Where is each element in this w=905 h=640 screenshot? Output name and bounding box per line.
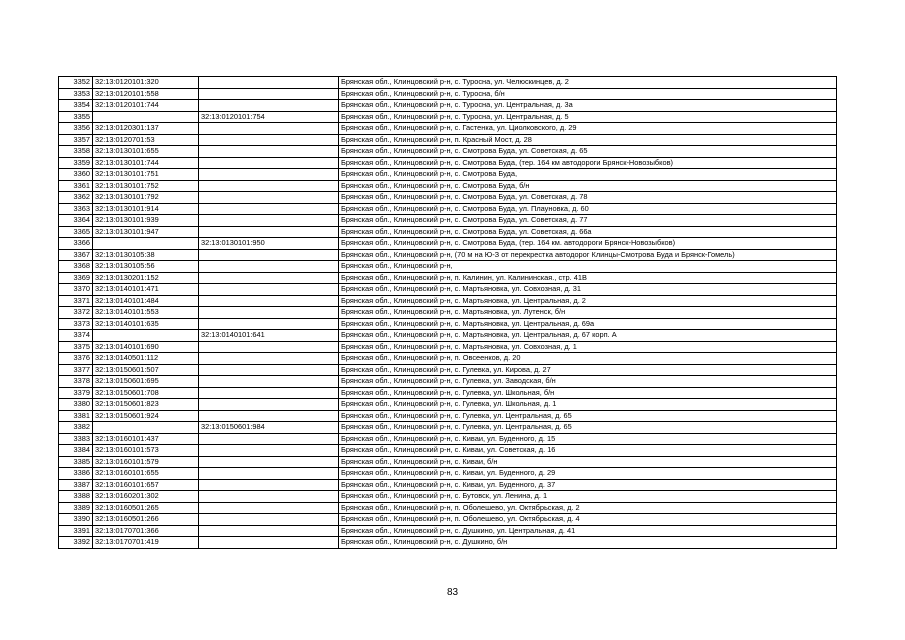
cadastral-number-alt-cell [199,307,339,319]
address-cell: Брянская обл., Клинцовский р-н, с. Мартьяновка, ул. Совхозная, д. 1 [339,341,837,353]
address-cell: Брянская обл., Клинцовский р-н, с. Смотрова Буда, (тер. 164 км. автодороги Брянск-Новозыбков) [339,238,837,250]
address-cell: Брянская обл., Клинцовский р-н, с. Киваи, б/н [339,456,837,468]
row-number-cell: 3387 [59,479,93,491]
table-row [59,295,837,307]
address-cell: Брянская обл., Клинцовский р-н, с. Киваи, ул. Буденного, д. 37 [339,479,837,491]
address-cell: Брянская обл., Клинцовский р-н, с. Гулевка, ул. Школьная, б/н [339,387,837,399]
cadastral-number-cell: 32:13:0150601:695 [93,376,199,388]
cadastral-number-alt-cell [199,180,339,192]
table-row [59,445,837,457]
address-cell: Брянская обл., Клинцовский р-н, п. Калинин, ул. Калининская., стр. 41В [339,272,837,284]
address-cell: Брянская обл., Клинцовский р-н, (70 м на Ю-З от перекрестка автодорог Клинцы-Смотрова Буда и Брянск-Гомель) [339,249,837,261]
cadastral-number-alt-cell [199,399,339,411]
address-cell: Брянская обл., Клинцовский р-н, с. Мартьяновка, ул. Центральная, д. 67 корп. А [339,330,837,342]
table-row [59,215,837,227]
row-number-cell: 3390 [59,514,93,526]
cadastral-number-cell: 32:13:0130101:914 [93,203,199,215]
table-row [59,100,837,112]
row-number-cell: 3360 [59,169,93,181]
cadastral-number-cell: 32:13:0130101:792 [93,192,199,204]
cadastral-number-cell: 32:13:0130101:751 [93,169,199,181]
address-cell: Брянская обл., Клинцовский р-н, с. Гулевка, ул. Центральная, д. 65 [339,422,837,434]
row-number-cell: 3362 [59,192,93,204]
table-row [59,514,837,526]
address-cell: Брянская обл., Клинцовский р-н, с. Смотрова Буда, (тер. 164 км автодороги Брянск-Новозыбков) [339,157,837,169]
address-cell: Брянская обл., Клинцовский р-н, с. Смотрова Буда, ул. Плауновка, д. 60 [339,203,837,215]
row-number-cell: 3381 [59,410,93,422]
cadastral-number-alt-cell [199,215,339,227]
cadastral-number-alt-cell [199,479,339,491]
row-number-cell: 3359 [59,157,93,169]
address-cell: Брянская обл., Клинцовский р-н, с. Мартьяновка, ул. Совхозная, д. 31 [339,284,837,296]
cadastral-number-cell [93,422,199,434]
property-register-body [59,77,837,549]
row-number-cell: 3378 [59,376,93,388]
row-number-cell: 3379 [59,387,93,399]
row-number-cell: 3363 [59,203,93,215]
table-row [59,88,837,100]
table-row [59,353,837,365]
cadastral-number-cell: 32:13:0130105:38 [93,249,199,261]
table-row [59,111,837,123]
cadastral-number-cell: 32:13:0150601:823 [93,399,199,411]
cadastral-number-cell: 32:13:0130101:655 [93,146,199,158]
table-row [59,318,837,330]
table-row [59,307,837,319]
address-cell: Брянская обл., Клинцовский р-н, с. Смотрова Буда, [339,169,837,181]
cadastral-number-alt-cell [199,468,339,480]
cadastral-number-alt-cell [199,284,339,296]
row-number-cell: 3377 [59,364,93,376]
cadastral-number-cell [93,111,199,123]
cadastral-number-alt-cell [199,226,339,238]
cadastral-number-alt-cell [199,192,339,204]
table-row [59,77,837,89]
row-number-cell: 3388 [59,491,93,503]
address-cell: Брянская обл., Клинцовский р-н, п. Оболешево, ул. Октябрьская, д. 2 [339,502,837,514]
table-row [59,249,837,261]
address-cell: Брянская обл., Клинцовский р-н, п. Овсеенков, д. 20 [339,353,837,365]
address-cell: Брянская обл., Клинцовский р-н, с. Туросна, ул. Центральная, д. 5 [339,111,837,123]
cadastral-number-alt-cell: 32:13:0120101:754 [199,111,339,123]
address-cell: Брянская обл., Клинцовский р-н, с. Мартьяновка, ул. Лутенск, б/н [339,307,837,319]
cadastral-number-alt-cell [199,433,339,445]
table-row [59,341,837,353]
table-row [59,525,837,537]
table-row [59,238,837,250]
table-row [59,226,837,238]
table-row [59,433,837,445]
cadastral-number-cell: 32:13:0130101:947 [93,226,199,238]
table-row [59,479,837,491]
cadastral-number-alt-cell [199,376,339,388]
cadastral-number-cell: 32:13:0130201:152 [93,272,199,284]
cadastral-number-alt-cell [199,146,339,158]
cadastral-number-alt-cell [199,445,339,457]
address-cell: Брянская обл., Клинцовский р-н, с. Гастенка, ул. Циолковского, д. 29 [339,123,837,135]
table-row [59,387,837,399]
table-row [59,123,837,135]
cadastral-number-alt-cell [199,537,339,549]
cadastral-number-cell: 32:13:0170701:366 [93,525,199,537]
page-number: 83 [446,587,459,598]
row-number-cell: 3372 [59,307,93,319]
cadastral-number-alt-cell [199,169,339,181]
address-cell: Брянская обл., Клинцовский р-н, с. Бутовск, ул. Ленина, д. 1 [339,491,837,503]
address-cell: Брянская обл., Клинцовский р-н, с. Душкино, б/н [339,537,837,549]
cadastral-number-cell: 32:13:0130105:56 [93,261,199,273]
cadastral-number-alt-cell [199,525,339,537]
cadastral-number-alt-cell [199,514,339,526]
address-cell: Брянская обл., Клинцовский р-н, с. Смотрова Буда, ул. Советская, д. 65 [339,146,837,158]
cadastral-number-cell: 32:13:0140501:112 [93,353,199,365]
cadastral-number-cell: 32:13:0120301:137 [93,123,199,135]
cadastral-number-alt-cell [199,295,339,307]
row-number-cell: 3369 [59,272,93,284]
table-row [59,146,837,158]
row-number-cell: 3383 [59,433,93,445]
row-number-cell: 3365 [59,226,93,238]
cadastral-number-alt-cell: 32:13:0130101:950 [199,238,339,250]
cadastral-number-alt-cell [199,77,339,89]
row-number-cell: 3357 [59,134,93,146]
table-row [59,376,837,388]
address-cell: Брянская обл., Клинцовский р-н, с. Мартьяновка, ул. Центральная, д. 2 [339,295,837,307]
row-number-cell: 3361 [59,180,93,192]
table-row [59,456,837,468]
table-row [59,410,837,422]
address-cell: Брянская обл., Клинцовский р-н, с. Смотрова Буда, б/н [339,180,837,192]
cadastral-number-alt-cell [199,123,339,135]
cadastral-number-cell [93,238,199,250]
row-number-cell: 3389 [59,502,93,514]
row-number-cell: 3354 [59,100,93,112]
cadastral-number-alt-cell [199,249,339,261]
table-row [59,468,837,480]
address-cell: Брянская обл., Клинцовский р-н, с. Смотрова Буда, ул. Советская, д. 78 [339,192,837,204]
row-number-cell: 3356 [59,123,93,135]
cadastral-number-alt-cell [199,410,339,422]
cadastral-number-cell: 32:13:0160101:655 [93,468,199,480]
row-number-cell: 3352 [59,77,93,89]
table-row [59,330,837,342]
cadastral-number-cell: 32:13:0140101:635 [93,318,199,330]
cadastral-number-cell: 32:13:0160101:437 [93,433,199,445]
cadastral-number-cell: 32:13:0140101:553 [93,307,199,319]
cadastral-number-alt-cell [199,272,339,284]
table-row [59,180,837,192]
row-number-cell: 3355 [59,111,93,123]
cadastral-number-cell: 32:13:0160201:302 [93,491,199,503]
address-cell: Брянская обл., Клинцовский р-н, с. Туросна, б/н [339,88,837,100]
address-cell: Брянская обл., Клинцовский р-н, с. Мартьяновка, ул. Центральная, д. 69а [339,318,837,330]
table-row [59,169,837,181]
row-number-cell: 3374 [59,330,93,342]
table-row [59,502,837,514]
cadastral-number-cell: 32:13:0120101:558 [93,88,199,100]
cadastral-number-cell: 32:13:0120701:53 [93,134,199,146]
cadastral-number-cell: 32:13:0150601:708 [93,387,199,399]
table-row [59,491,837,503]
address-cell: Брянская обл., Клинцовский р-н, с. Туросна, ул. Челюскинцев, д. 2 [339,77,837,89]
table-row [59,399,837,411]
address-cell: Брянская обл., Клинцовский р-н, п. Красный Мост, д. 28 [339,134,837,146]
cadastral-number-alt-cell [199,157,339,169]
table-row [59,157,837,169]
cadastral-number-alt-cell [199,491,339,503]
row-number-cell: 3384 [59,445,93,457]
cadastral-number-alt-cell [199,203,339,215]
address-cell: Брянская обл., Клинцовский р-н, с. Смотрова Буда, ул. Советская, д. 66а [339,226,837,238]
cadastral-number-cell: 32:13:0120101:744 [93,100,199,112]
cadastral-number-alt-cell: 32:13:0150601:984 [199,422,339,434]
address-cell: Брянская обл., Клинцовский р-н, [339,261,837,273]
cadastral-number-cell: 32:13:0140101:471 [93,284,199,296]
table-row [59,261,837,273]
row-number-cell: 3376 [59,353,93,365]
address-cell: Брянская обл., Клинцовский р-н, с. Душкино, ул. Центральная, д. 41 [339,525,837,537]
address-cell: Брянская обл., Клинцовский р-н, с. Гулевка, ул. Заводская, б/н [339,376,837,388]
cadastral-number-cell: 32:13:0160101:573 [93,445,199,457]
cadastral-number-cell: 32:13:0160101:657 [93,479,199,491]
row-number-cell: 3385 [59,456,93,468]
table-row [59,203,837,215]
row-number-cell: 3382 [59,422,93,434]
address-cell: Брянская обл., Клинцовский р-н, с. Киваи, ул. Буденного, д. 29 [339,468,837,480]
cadastral-number-alt-cell [199,261,339,273]
address-cell: Брянская обл., Клинцовский р-н, с. Киваи, ул. Советская, д. 16 [339,445,837,457]
cadastral-number-cell: 32:13:0130101:939 [93,215,199,227]
table-row [59,537,837,549]
table-row [59,364,837,376]
table-row [59,134,837,146]
row-number-cell: 3367 [59,249,93,261]
cadastral-number-cell: 32:13:0170701:419 [93,537,199,549]
row-number-cell: 3371 [59,295,93,307]
address-cell: Брянская обл., Клинцовский р-н, с. Смотрова Буда, ул. Советская, д. 77 [339,215,837,227]
cadastral-number-cell: 32:13:0150601:507 [93,364,199,376]
row-number-cell: 3366 [59,238,93,250]
cadastral-number-alt-cell [199,134,339,146]
cadastral-number-cell: 32:13:0160501:266 [93,514,199,526]
row-number-cell: 3358 [59,146,93,158]
cadastral-number-cell: 32:13:0140101:690 [93,341,199,353]
row-number-cell: 3391 [59,525,93,537]
cadastral-number-alt-cell [199,88,339,100]
cadastral-number-alt-cell [199,387,339,399]
cadastral-number-cell: 32:13:0160501:265 [93,502,199,514]
address-cell: Брянская обл., Клинцовский р-н, с. Гулевка, ул. Центральная, д. 65 [339,410,837,422]
row-number-cell: 3375 [59,341,93,353]
property-register-table [58,76,837,549]
address-cell: Брянская обл., Клинцовский р-н, с. Киваи, ул. Буденного, д. 15 [339,433,837,445]
row-number-cell: 3364 [59,215,93,227]
cadastral-number-alt-cell: 32:13:0140101:641 [199,330,339,342]
table-row [59,192,837,204]
row-number-cell: 3386 [59,468,93,480]
address-cell: Брянская обл., Клинцовский р-н, с. Туросна, ул. Центральная, д. 3а [339,100,837,112]
cadastral-number-alt-cell [199,353,339,365]
cadastral-number-cell: 32:13:0140101:484 [93,295,199,307]
table-row [59,284,837,296]
address-cell: Брянская обл., Клинцовский р-н, с. Гулевка, ул. Школьная, д. 1 [339,399,837,411]
row-number-cell: 3380 [59,399,93,411]
table-row [59,272,837,284]
cadastral-number-cell: 32:13:0120101:320 [93,77,199,89]
address-cell: Брянская обл., Клинцовский р-н, п. Оболешево, ул. Октябрьская, д. 4 [339,514,837,526]
cadastral-number-alt-cell [199,100,339,112]
row-number-cell: 3353 [59,88,93,100]
cadastral-number-alt-cell [199,364,339,376]
cadastral-number-alt-cell [199,318,339,330]
row-number-cell: 3373 [59,318,93,330]
row-number-cell: 3370 [59,284,93,296]
cadastral-number-alt-cell [199,341,339,353]
cadastral-number-cell [93,330,199,342]
cadastral-number-cell: 32:13:0130101:744 [93,157,199,169]
cadastral-number-alt-cell [199,502,339,514]
address-cell: Брянская обл., Клинцовский р-н, с. Гулевка, ул. Кирова, д. 27 [339,364,837,376]
row-number-cell: 3392 [59,537,93,549]
table-row [59,422,837,434]
row-number-cell: 3368 [59,261,93,273]
cadastral-number-cell: 32:13:0150601:924 [93,410,199,422]
cadastral-number-cell: 32:13:0160101:579 [93,456,199,468]
cadastral-number-alt-cell [199,456,339,468]
cadastral-number-cell: 32:13:0130101:752 [93,180,199,192]
